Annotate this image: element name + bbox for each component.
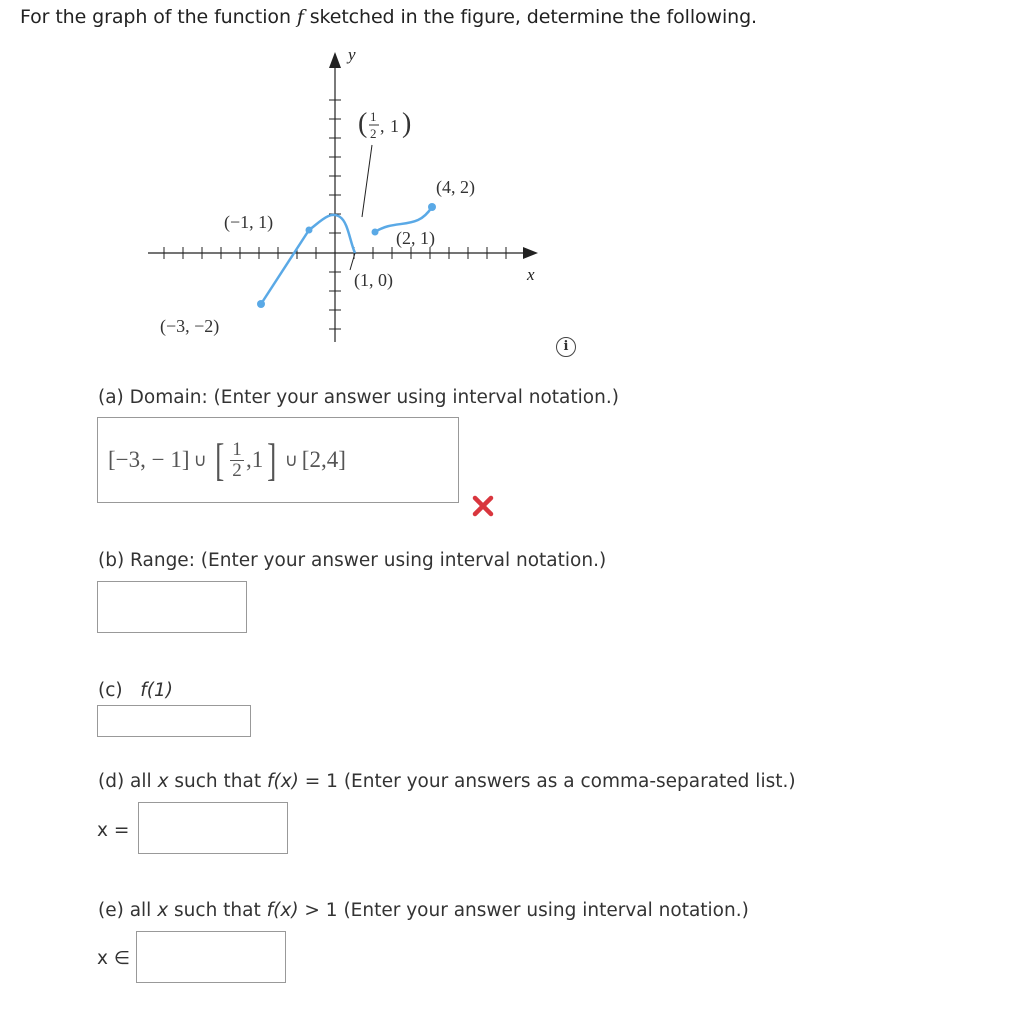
label-4-2: (4, 2) (436, 177, 475, 197)
interval-2-end: ,1 (246, 447, 264, 472)
label-half-den: 2 (370, 126, 377, 141)
part-d-fx: f(x) (267, 771, 299, 792)
label-neg1-1: (−1, 1) (224, 212, 274, 232)
x-values-answer-field[interactable] (138, 802, 288, 854)
point-neg3-neg2 (257, 300, 265, 308)
label-neg3-neg2: (−3, −2) (160, 316, 220, 336)
part-d-rel: = 1 (Enter your answers as a comma-separated list.) (298, 771, 796, 792)
part-c-label: (c) (98, 680, 123, 701)
part-e-prompt (98, 900, 749, 921)
fraction-half (230, 440, 244, 481)
label-2-1: (2, 1) (396, 228, 435, 248)
label-half-num: 1 (370, 109, 377, 124)
part-b-prompt: (b) Range: (Enter your answer using interval notation.) (98, 550, 607, 571)
fraction-denominator: 2 (232, 459, 242, 481)
part-e-fx: f(x) (266, 900, 299, 921)
bracket-close: ] (267, 434, 277, 485)
f1-answer-field[interactable] (97, 705, 251, 737)
prompt-function-name: f (296, 6, 304, 28)
part-d-prefix: x = (97, 820, 130, 841)
prompt-text: For the graph of the function (20, 6, 297, 28)
y-axis-arrow (329, 52, 341, 68)
interval-1: [−3, − 1] (108, 447, 190, 472)
part-d-mid: such that (168, 771, 267, 792)
part-e-rel: > 1 (Enter your answer using interval notation.) (298, 900, 749, 921)
domain-answer-field[interactable] (97, 417, 459, 503)
info-icon[interactable]: i (556, 337, 576, 357)
union-symbol-2: ∪ (284, 449, 298, 471)
incorrect-x-icon (471, 494, 495, 518)
fraction-numerator: 1 (232, 438, 242, 460)
label-1-0: (1, 0) (354, 270, 393, 290)
bracket-open: [ (214, 434, 224, 485)
interval-answer-field[interactable] (136, 931, 286, 983)
part-d-prompt (98, 771, 796, 792)
point-neg1-1 (306, 227, 313, 234)
part-c-prompt (98, 680, 173, 701)
function-graph (140, 42, 560, 352)
label-half-y: 1 (390, 116, 399, 136)
part-e-prefix: x ∈ (97, 948, 130, 969)
part-d-pre: (d) all (98, 771, 158, 792)
point-2-1 (372, 229, 379, 236)
part-d-x: x (157, 771, 169, 792)
label-leader-one (350, 253, 355, 270)
y-axis-label: y (348, 45, 356, 64)
part-e-x: x (157, 900, 169, 921)
part-e-pre: (e) all (98, 900, 158, 921)
domain-answer-math (108, 428, 346, 492)
x-axis-label: x (527, 265, 535, 284)
prompt-text-end: sketched in the figure, determine the following. (303, 6, 757, 28)
part-e-mid: such that (168, 900, 267, 921)
range-answer-field[interactable] (97, 581, 247, 633)
part-c-expr: f(1) (140, 680, 173, 701)
interval-3: [2,4] (301, 447, 346, 472)
svg-text:,: , (380, 116, 385, 136)
part-a-prompt: (a) Domain: (Enter your answer using interval notation.) (98, 387, 619, 408)
curve-segment-left (261, 230, 309, 304)
question-prompt (20, 6, 757, 28)
union-symbol-1: ∪ (193, 449, 207, 471)
label-leader-half (362, 145, 372, 217)
svg-text:(: ( (358, 108, 368, 139)
svg-text:): ) (402, 108, 412, 139)
label-half-1 (358, 108, 411, 141)
point-4-2 (428, 203, 436, 211)
x-axis-arrow (523, 247, 538, 259)
